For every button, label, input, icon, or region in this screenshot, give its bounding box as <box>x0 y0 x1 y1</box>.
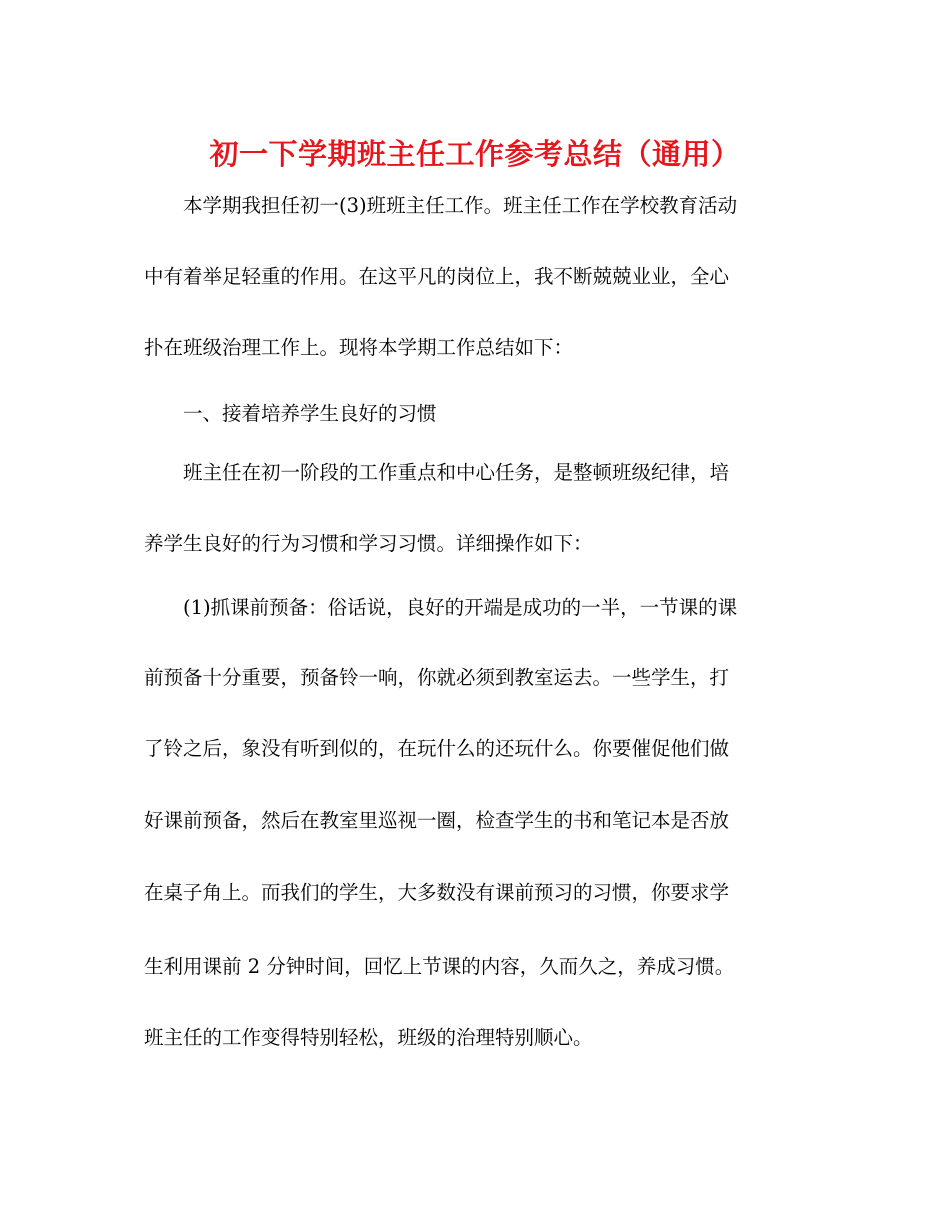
paragraph-line: 好课前预备，然后在教室里巡视一圈，检查学生的书和笔记本是否放 <box>144 809 730 832</box>
paragraph-line: (1)抓课前预备：俗话说，良好的开端是成功的一半，一节课的课 <box>183 596 738 619</box>
paragraph-line: 养学生良好的行为习惯和学习习惯。详细操作如下： <box>144 532 593 555</box>
document-title: 初一下学期班主任工作参考总结（通用） <box>209 137 741 171</box>
section-heading: 一、接着培养学生良好的习惯 <box>183 402 437 425</box>
paragraph-line: 中有着举足轻重的作用。在这平凡的岗位上，我不断兢兢业业，全心 <box>144 265 730 288</box>
paragraph-line: 了铃之后，象没有听到似的，在玩什么的还玩什么。你要催促他们做 <box>144 737 730 760</box>
paragraph-line: 前预备十分重要，预备铃一响，你就必须到教室运去。一些学生，打 <box>144 666 730 689</box>
paragraph-line: 扑在班级治理工作上。现将本学期工作总结如下： <box>144 336 574 359</box>
paragraph-line: 本学期我担任初一(3)班班主任工作。班主任工作在学校教育活动 <box>183 194 738 217</box>
paragraph-line: 班主任的工作变得特别轻松，班级的治理特别顺心。 <box>144 1026 593 1049</box>
paragraph-line: 在桌子角上。而我们的学生，大多数没有课前预习的习惯，你要求学 <box>144 881 730 904</box>
paragraph-line: 生利用课前 2 分钟时间，回忆上节课的内容，久而久之，养成习惯。 <box>144 955 735 978</box>
paragraph-line: 班主任在初一阶段的工作重点和中心任务，是整顿班级纪律，培 <box>183 461 730 484</box>
